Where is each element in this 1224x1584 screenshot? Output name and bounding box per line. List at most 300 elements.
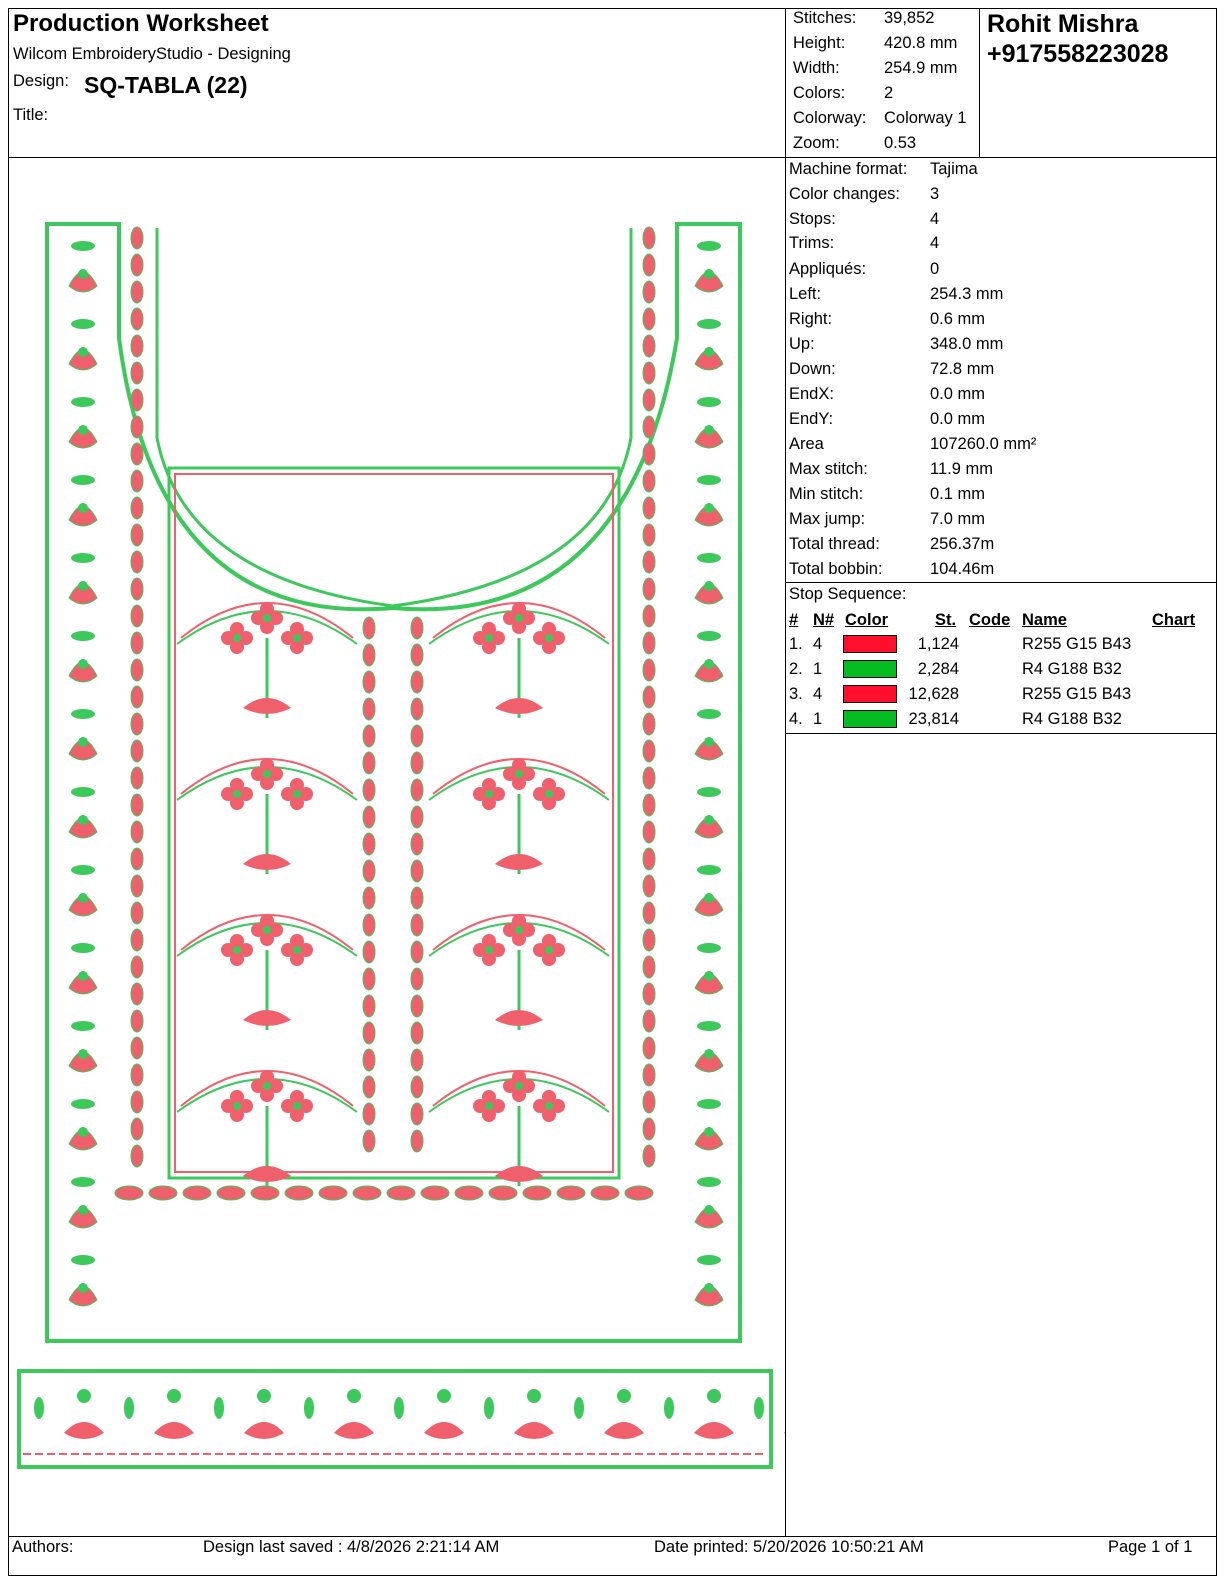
bead-ornament xyxy=(131,1037,143,1059)
flower-center xyxy=(293,790,301,798)
title-label: Title: xyxy=(13,106,49,124)
bead-ornament xyxy=(643,443,655,465)
detail-label: Machine format: xyxy=(789,160,908,178)
flower-petal xyxy=(512,1070,526,1084)
flower-petal xyxy=(260,1070,274,1084)
bead-ornament xyxy=(643,821,655,843)
detail-value: 7.0 mm xyxy=(930,510,986,528)
bead-ornament xyxy=(363,617,375,639)
detail-label: Down: xyxy=(789,360,836,378)
bead-ornament xyxy=(217,1186,245,1200)
row-num: 3. xyxy=(789,685,803,703)
leaf-ornament xyxy=(697,787,721,797)
bud-ornament xyxy=(78,737,88,747)
detail-value: 0.6 mm xyxy=(930,310,986,328)
bud-ornament xyxy=(78,815,88,825)
petal-ornament xyxy=(514,1422,554,1439)
bead-ornament xyxy=(363,698,375,720)
bud-ornament xyxy=(704,1049,714,1059)
row-stitches: 1,124 xyxy=(917,635,959,653)
bead-ornament xyxy=(131,767,143,789)
flower-petal xyxy=(290,1090,304,1104)
bead-ornament xyxy=(131,1010,143,1032)
bead-ornament xyxy=(251,1186,279,1200)
bead-ornament xyxy=(131,983,143,1005)
bead-ornament xyxy=(643,1118,655,1140)
bead-ornament xyxy=(411,1022,423,1044)
bead-ornament xyxy=(131,1145,143,1167)
bead-ornament xyxy=(363,941,375,963)
flower-center xyxy=(515,770,523,778)
bead-ornament xyxy=(643,1145,655,1167)
row-num: 4. xyxy=(789,710,803,728)
bead-ornament xyxy=(131,389,143,411)
petal-ornament xyxy=(784,1422,785,1439)
detail-label: Total thread: xyxy=(789,535,880,553)
bead-ornament xyxy=(363,671,375,693)
detail-value: 0.0 mm xyxy=(930,385,986,403)
col-header-needle: N# xyxy=(813,611,835,629)
row-name: R4 G188 B32 xyxy=(1022,660,1122,678)
bead-ornament xyxy=(643,956,655,978)
bead-ornament xyxy=(363,725,375,747)
detail-value: 348.0 mm xyxy=(930,335,1004,353)
flower-petal xyxy=(260,758,274,772)
leaf-ornament xyxy=(754,1397,764,1419)
bead-ornament xyxy=(387,1186,415,1200)
bead-ornament xyxy=(411,779,423,801)
flower-center xyxy=(293,1102,301,1110)
summary-value: 254.9 mm xyxy=(884,59,958,77)
flower-petal xyxy=(290,778,304,792)
flower-center xyxy=(233,946,241,954)
petal-ornament xyxy=(694,1422,734,1439)
detail-value: 256.37m xyxy=(930,535,995,553)
neckline-embroidery-pattern xyxy=(19,224,785,1467)
leaf-ornament xyxy=(394,1397,404,1419)
col-header-color: Color xyxy=(845,611,889,629)
flower-petal xyxy=(260,602,274,616)
bead-ornament xyxy=(411,1076,423,1098)
detail-value: 4 xyxy=(930,234,940,252)
bead-ornament xyxy=(411,833,423,855)
leaf-ornament xyxy=(304,1397,314,1419)
detail-value: 254.3 mm xyxy=(930,285,1004,303)
flower-center xyxy=(545,1102,553,1110)
bead-ornament xyxy=(643,740,655,762)
leaf-ornament xyxy=(484,1397,494,1419)
row-name: R255 G15 B43 xyxy=(1022,685,1132,703)
owner-phone: +917558223028 xyxy=(987,40,1169,68)
bud-ornament xyxy=(704,1127,714,1137)
bead-ornament xyxy=(643,794,655,816)
bead-ornament xyxy=(131,362,143,384)
bead-ornament xyxy=(363,1130,375,1152)
petal-ornament xyxy=(64,1422,104,1439)
footer-authors: Authors: xyxy=(12,1538,74,1556)
flower-center xyxy=(485,946,493,954)
flower-ornament xyxy=(707,1389,721,1403)
flower-center xyxy=(545,790,553,798)
color-swatch xyxy=(843,660,897,678)
leaf-ornament xyxy=(71,241,95,251)
flower-petal xyxy=(482,622,496,636)
bead-ornament xyxy=(131,902,143,924)
bead-ornament xyxy=(411,698,423,720)
bead-ornament xyxy=(319,1186,347,1200)
leaf-ornament xyxy=(697,319,721,329)
col-header-code: Code xyxy=(969,611,1011,629)
detail-value: 107260.0 mm² xyxy=(930,435,1037,453)
bead-ornament xyxy=(131,632,143,654)
bead-ornament xyxy=(643,929,655,951)
bud-ornament xyxy=(78,347,88,357)
bead-ornament xyxy=(643,227,655,249)
detail-label: Stops: xyxy=(789,210,836,228)
bead-ornament xyxy=(625,1186,653,1200)
bead-ornament xyxy=(643,416,655,438)
bead-ornament xyxy=(363,968,375,990)
bud-ornament xyxy=(704,971,714,981)
bead-ornament xyxy=(131,848,143,870)
stop-sequence-divider xyxy=(785,582,1217,583)
flower-petal xyxy=(230,778,244,792)
leaf-ornament xyxy=(495,1166,543,1182)
flower-petal xyxy=(512,602,526,616)
flower-center xyxy=(485,790,493,798)
bead-ornament xyxy=(411,914,423,936)
bead-ornament xyxy=(643,632,655,654)
summary-label: Height: xyxy=(793,34,846,52)
leaf-ornament xyxy=(574,1397,584,1419)
worksheet-title: Production Worksheet xyxy=(13,10,269,37)
flower-center xyxy=(233,790,241,798)
flower-petal xyxy=(482,934,496,948)
bead-ornament xyxy=(643,281,655,303)
bead-ornament xyxy=(643,389,655,411)
detail-value: 11.9 mm xyxy=(930,460,993,478)
leaf-ornament xyxy=(71,631,95,641)
bud-ornament xyxy=(704,425,714,435)
bead-ornament xyxy=(643,551,655,573)
bead-ornament xyxy=(363,860,375,882)
leaf-ornament xyxy=(697,241,721,251)
bead-ornament xyxy=(131,821,143,843)
summary-value: 420.8 mm xyxy=(884,34,958,52)
petal-ornament xyxy=(334,1422,374,1439)
leaf-ornament xyxy=(71,397,95,407)
design-name: SQ-TABLA (22) xyxy=(84,72,248,98)
bead-ornament xyxy=(363,887,375,909)
col-header-num: # xyxy=(789,611,799,629)
color-swatch xyxy=(843,710,897,728)
bead-ornament xyxy=(643,497,655,519)
leaf-ornament xyxy=(697,1255,721,1265)
bead-ornament xyxy=(363,1076,375,1098)
detail-value: 72.8 mm xyxy=(930,360,995,378)
detail-value: 3 xyxy=(930,185,940,203)
leaf-ornament xyxy=(243,854,291,870)
bead-ornament xyxy=(353,1186,381,1200)
leaf-ornament xyxy=(71,709,95,719)
column-divider xyxy=(785,8,786,1536)
leaf-ornament xyxy=(697,1177,721,1187)
bead-ornament xyxy=(643,713,655,735)
summary-value: 0.53 xyxy=(884,134,917,152)
flower-center xyxy=(515,614,523,622)
bead-ornament xyxy=(131,497,143,519)
leaf-ornament xyxy=(243,698,291,714)
summary-value: 39,852 xyxy=(884,9,935,27)
row-needle: 1 xyxy=(813,660,823,678)
bud-ornament xyxy=(78,971,88,981)
bead-ornament xyxy=(411,941,423,963)
flower-center xyxy=(293,634,301,642)
bead-ornament xyxy=(411,887,423,909)
bead-ornament xyxy=(131,956,143,978)
bead-ornament xyxy=(643,1091,655,1113)
flower-petal xyxy=(542,622,556,636)
row-stitches: 2,284 xyxy=(917,660,959,678)
detail-label: Appliqués: xyxy=(789,260,867,278)
embroidery-design-preview xyxy=(9,158,785,1536)
bud-ornament xyxy=(78,581,88,591)
leaf-ornament xyxy=(34,1397,44,1419)
owner-divider xyxy=(979,8,980,157)
stop-sequence-title: Stop Sequence: xyxy=(789,585,907,603)
detail-label: Min stitch: xyxy=(789,485,864,503)
flower-center xyxy=(293,946,301,954)
bead-ornament xyxy=(131,335,143,357)
bead-ornament xyxy=(411,1130,423,1152)
flower-ornament xyxy=(167,1389,181,1403)
detail-value: 104.46m xyxy=(930,560,995,578)
flower-petal xyxy=(290,934,304,948)
footer-divider xyxy=(8,1536,1217,1537)
bead-ornament xyxy=(643,605,655,627)
bead-ornament xyxy=(643,254,655,276)
bead-ornament xyxy=(363,1022,375,1044)
bead-ornament xyxy=(363,1103,375,1125)
flower-center xyxy=(485,1102,493,1110)
flower-petal xyxy=(230,622,244,636)
detail-label: Up: xyxy=(789,335,815,353)
bead-ornament xyxy=(643,308,655,330)
bead-ornament xyxy=(455,1186,483,1200)
leaf-ornament xyxy=(71,1021,95,1031)
row-stitches: 12,628 xyxy=(908,685,959,703)
bead-ornament xyxy=(411,968,423,990)
bead-ornament xyxy=(643,362,655,384)
bead-ornament xyxy=(421,1186,449,1200)
petal-ornament xyxy=(424,1422,464,1439)
flower-petal xyxy=(512,758,526,772)
detail-value: 0 xyxy=(930,260,940,278)
flower-center xyxy=(233,1102,241,1110)
summary-label: Colors: xyxy=(793,84,846,102)
bead-ornament xyxy=(643,335,655,357)
flower-center xyxy=(263,770,271,778)
leaf-ornament xyxy=(697,943,721,953)
leaf-ornament xyxy=(697,865,721,875)
bead-ornament xyxy=(131,794,143,816)
row-stitches: 23,814 xyxy=(908,710,959,728)
summary-label: Stitches: xyxy=(793,9,857,27)
stop-table-bottom xyxy=(785,733,1217,734)
bead-ornament xyxy=(363,833,375,855)
footer-page-number: Page 1 of 1 xyxy=(1108,1538,1193,1556)
leaf-ornament xyxy=(697,631,721,641)
bead-ornament xyxy=(643,659,655,681)
bead-ornament xyxy=(643,1064,655,1086)
bead-ornament xyxy=(131,875,143,897)
bead-ornament xyxy=(363,752,375,774)
flower-petal xyxy=(542,934,556,948)
bud-ornament xyxy=(78,269,88,279)
petal-ornament xyxy=(244,1422,284,1439)
color-swatch xyxy=(843,635,897,653)
row-needle: 4 xyxy=(813,685,823,703)
bead-ornament xyxy=(411,995,423,1017)
bud-ornament xyxy=(704,815,714,825)
detail-value: 4 xyxy=(930,210,940,228)
leaf-ornament xyxy=(71,553,95,563)
summary-label: Width: xyxy=(793,59,840,77)
bead-ornament xyxy=(411,725,423,747)
bead-ornament xyxy=(363,914,375,936)
detail-label: Color changes: xyxy=(789,185,900,203)
bead-ornament xyxy=(643,875,655,897)
flower-center xyxy=(263,1082,271,1090)
bead-ornament xyxy=(643,767,655,789)
row-needle: 1 xyxy=(813,710,823,728)
bead-ornament xyxy=(131,443,143,465)
leaf-ornament xyxy=(495,698,543,714)
bud-ornament xyxy=(704,737,714,747)
footer-last-saved: Design last saved : 4/8/2026 2:21:14 AM xyxy=(203,1538,500,1556)
bead-ornament xyxy=(149,1186,177,1200)
bead-ornament xyxy=(363,806,375,828)
bead-ornament xyxy=(131,308,143,330)
bead-ornament xyxy=(131,227,143,249)
footer-date-printed: Date printed: 5/20/2026 10:50:21 AM xyxy=(654,1538,924,1556)
leaf-ornament xyxy=(71,787,95,797)
bead-ornament xyxy=(643,983,655,1005)
col-header-chart: Chart xyxy=(1152,611,1196,629)
row-needle: 4 xyxy=(813,635,823,653)
leaf-ornament xyxy=(243,1166,291,1182)
bud-ornament xyxy=(78,1127,88,1137)
bead-ornament xyxy=(643,470,655,492)
bead-ornament xyxy=(131,1118,143,1140)
flower-center xyxy=(515,926,523,934)
bud-ornament xyxy=(704,269,714,279)
bud-ornament xyxy=(78,1049,88,1059)
bud-ornament xyxy=(704,581,714,591)
row-name: R255 G15 B43 xyxy=(1022,635,1132,653)
detail-value: 0.0 mm xyxy=(930,410,986,428)
flower-center xyxy=(545,634,553,642)
row-name: R4 G188 B32 xyxy=(1022,710,1122,728)
row-num: 2. xyxy=(789,660,803,678)
bead-ornament xyxy=(643,578,655,600)
bead-ornament xyxy=(363,1049,375,1071)
bud-ornament xyxy=(704,1283,714,1293)
bead-ornament xyxy=(131,1091,143,1113)
bead-ornament xyxy=(131,416,143,438)
leaf-ornament xyxy=(697,397,721,407)
flower-petal xyxy=(290,622,304,636)
leaf-ornament xyxy=(243,1010,291,1026)
leaf-ornament xyxy=(697,553,721,563)
detail-label: Trims: xyxy=(789,234,835,252)
summary-value: Colorway 1 xyxy=(884,109,967,127)
summary-value: 2 xyxy=(884,84,894,102)
bead-ornament xyxy=(643,902,655,924)
flower-ornament xyxy=(527,1389,541,1403)
bead-ornament xyxy=(131,578,143,600)
bud-ornament xyxy=(78,425,88,435)
leaf-ornament xyxy=(71,943,95,953)
leaf-ornament xyxy=(697,1099,721,1109)
flower-center xyxy=(485,634,493,642)
bud-ornament xyxy=(78,893,88,903)
leaf-ornament xyxy=(71,865,95,875)
bead-ornament xyxy=(131,1064,143,1086)
bead-ornament xyxy=(131,254,143,276)
leaf-ornament xyxy=(664,1397,674,1419)
bead-ornament xyxy=(183,1186,211,1200)
leaf-ornament xyxy=(71,475,95,485)
leaf-ornament xyxy=(214,1397,224,1419)
design-label: Design: xyxy=(13,72,69,90)
bud-ornament xyxy=(78,503,88,513)
leaf-ornament xyxy=(124,1397,134,1419)
petal-ornament xyxy=(154,1422,194,1439)
leaf-ornament xyxy=(495,1010,543,1026)
bead-ornament xyxy=(115,1186,143,1200)
flower-petal xyxy=(260,914,274,928)
software-name: Wilcom EmbroideryStudio - Designing xyxy=(13,45,291,63)
bead-ornament xyxy=(411,752,423,774)
leaf-ornament xyxy=(71,319,95,329)
leaf-ornament xyxy=(71,1255,95,1265)
detail-label: EndY: xyxy=(789,410,834,428)
flower-center xyxy=(263,926,271,934)
bead-ornament xyxy=(131,686,143,708)
detail-value: 0.1 mm xyxy=(930,485,986,503)
flower-ornament xyxy=(347,1389,361,1403)
flower-ornament xyxy=(257,1389,271,1403)
bud-ornament xyxy=(78,1283,88,1293)
bud-ornament xyxy=(704,347,714,357)
detail-label: Total bobbin: xyxy=(789,560,883,578)
bead-ornament xyxy=(643,848,655,870)
leaf-ornament xyxy=(71,1177,95,1187)
bead-ornament xyxy=(411,1103,423,1125)
bead-ornament xyxy=(411,806,423,828)
flower-ornament xyxy=(437,1389,451,1403)
leaf-ornament xyxy=(697,475,721,485)
petal-ornament xyxy=(604,1422,644,1439)
leaf-ornament xyxy=(697,709,721,719)
bead-ornament xyxy=(363,644,375,666)
flower-petal xyxy=(230,934,244,948)
flower-petal xyxy=(482,1090,496,1104)
flower-center xyxy=(545,946,553,954)
col-header-name: Name xyxy=(1022,611,1067,629)
bead-ornament xyxy=(489,1186,517,1200)
